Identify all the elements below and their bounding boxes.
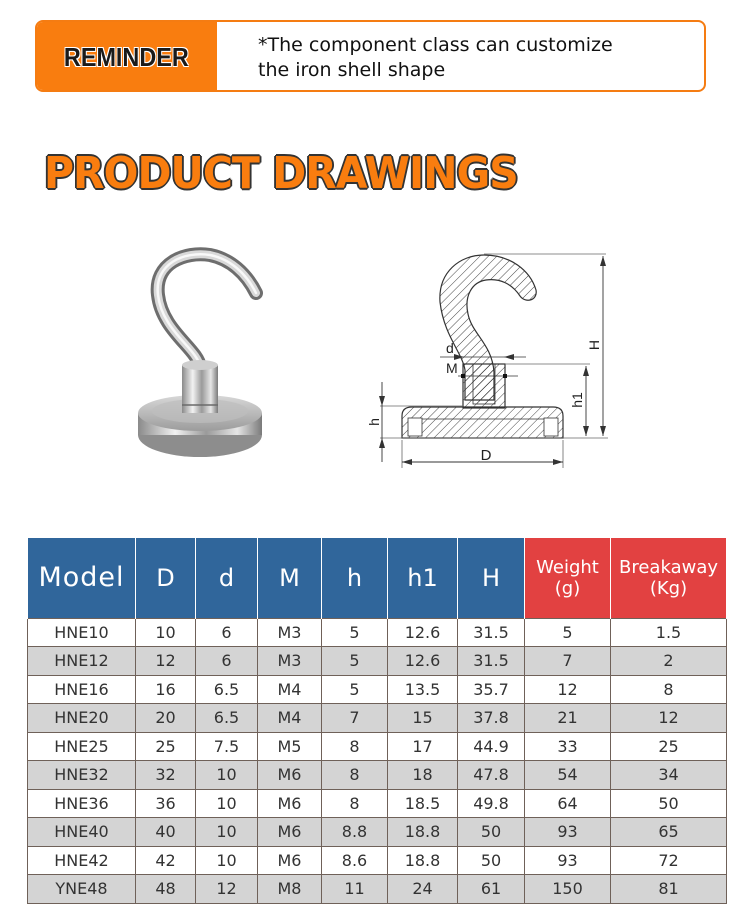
reminder-label-text: REMINDER	[63, 41, 189, 72]
spec-table	[27, 538, 727, 904]
reminder-text	[258, 33, 698, 83]
header-d: d	[196, 538, 258, 618]
cell-H: 49.8	[458, 789, 525, 818]
cell-D: 16	[136, 675, 196, 704]
cell-breakaway: 34	[611, 761, 727, 790]
cell-d: 7.5	[196, 732, 258, 761]
table-row	[28, 704, 727, 733]
dim-label-M: M	[446, 360, 458, 376]
cell-h1: 17	[388, 732, 458, 761]
cell-M: M6	[258, 846, 322, 875]
header-M: M	[258, 538, 322, 618]
cell-H: 50	[458, 846, 525, 875]
cell-weight: 33	[525, 732, 611, 761]
cell-d: 6.5	[196, 704, 258, 733]
dim-label-d: d	[446, 340, 454, 356]
cell-D: 42	[136, 846, 196, 875]
cell-model: HNE25	[28, 732, 136, 761]
cell-weight: 21	[525, 704, 611, 733]
header-breakaway-label: Breakaway	[619, 556, 718, 578]
cell-H: 37.8	[458, 704, 525, 733]
cell-M: M4	[258, 675, 322, 704]
cell-M: M6	[258, 818, 322, 847]
cell-weight: 54	[525, 761, 611, 790]
header-model: Model	[28, 538, 136, 618]
table-row	[28, 818, 727, 847]
cell-h: 8	[322, 761, 388, 790]
table-row	[28, 675, 727, 704]
cell-d: 6	[196, 618, 258, 647]
cell-M: M8	[258, 875, 322, 904]
cell-model: HNE20	[28, 704, 136, 733]
cell-model: HNE40	[28, 818, 136, 847]
dim-label-h: h	[366, 418, 382, 426]
table-row	[28, 846, 727, 875]
cell-model: HNE10	[28, 618, 136, 647]
table-row	[28, 761, 727, 790]
cell-breakaway: 81	[611, 875, 727, 904]
cell-h: 8	[322, 789, 388, 818]
section-title: PRODUCT DRAWINGS	[44, 148, 518, 199]
cell-d: 10	[196, 818, 258, 847]
dim-label-D: D	[480, 447, 492, 464]
cell-breakaway: 25	[611, 732, 727, 761]
reminder-text-line2: the iron shell shape	[258, 59, 446, 81]
cell-weight: 5	[525, 618, 611, 647]
cell-d: 6	[196, 647, 258, 676]
cell-D: 36	[136, 789, 196, 818]
header-D: D	[136, 538, 196, 618]
cell-h1: 12.6	[388, 647, 458, 676]
cell-M: M6	[258, 789, 322, 818]
cell-h1: 15	[388, 704, 458, 733]
table-row	[28, 732, 727, 761]
cell-h1: 24	[388, 875, 458, 904]
table-row	[28, 618, 727, 647]
cell-model: HNE16	[28, 675, 136, 704]
cell-model: HNE32	[28, 761, 136, 790]
product-photo	[130, 245, 270, 465]
cell-H: 61	[458, 875, 525, 904]
cell-breakaway: 12	[611, 704, 727, 733]
cell-h1: 18	[388, 761, 458, 790]
cell-M: M3	[258, 618, 322, 647]
cell-h: 5	[322, 675, 388, 704]
table-row	[28, 647, 727, 676]
header-H: H	[458, 538, 525, 618]
cell-d: 6.5	[196, 675, 258, 704]
header-breakaway-unit: (Kg)	[649, 577, 688, 599]
cell-D: 48	[136, 875, 196, 904]
cell-H: 31.5	[458, 647, 525, 676]
magnetic-hook-image	[130, 245, 270, 465]
cell-model: HNE36	[28, 789, 136, 818]
cell-M: M3	[258, 647, 322, 676]
cell-H: 35.7	[458, 675, 525, 704]
cell-D: 25	[136, 732, 196, 761]
header-h1: h1	[388, 538, 458, 618]
cell-M: M6	[258, 761, 322, 790]
cell-h: 8	[322, 732, 388, 761]
dim-label-H: H	[586, 339, 602, 351]
cell-weight: 93	[525, 846, 611, 875]
cell-h1: 18.5	[388, 789, 458, 818]
cell-h: 7	[322, 704, 388, 733]
cell-H: 47.8	[458, 761, 525, 790]
cell-h1: 12.6	[388, 618, 458, 647]
cell-H: 44.9	[458, 732, 525, 761]
cell-breakaway: 8	[611, 675, 727, 704]
cell-weight: 7	[525, 647, 611, 676]
cell-h1: 18.8	[388, 818, 458, 847]
table-row	[28, 789, 727, 818]
cell-d: 10	[196, 761, 258, 790]
cell-model: HNE42	[28, 846, 136, 875]
header-weight-label: Weight	[536, 556, 599, 578]
reminder-banner	[35, 20, 706, 92]
cell-D: 10	[136, 618, 196, 647]
header-weight-unit: (g)	[554, 577, 581, 599]
cell-weight: 12	[525, 675, 611, 704]
table-header-row	[28, 538, 727, 618]
cell-D: 12	[136, 647, 196, 676]
header-weight	[525, 538, 611, 618]
reminder-text-line1: *The component class can customize	[258, 34, 613, 56]
cell-D: 40	[136, 818, 196, 847]
cell-h: 5	[322, 618, 388, 647]
cell-h1: 13.5	[388, 675, 458, 704]
dim-label-h1: h1	[569, 392, 585, 408]
cell-d: 10	[196, 846, 258, 875]
cell-h1: 18.8	[388, 846, 458, 875]
reminder-label	[35, 20, 217, 92]
technical-drawing	[360, 240, 620, 470]
cell-model: YNE48	[28, 875, 136, 904]
cell-breakaway: 1.5	[611, 618, 727, 647]
cell-breakaway: 2	[611, 647, 727, 676]
table-row	[28, 875, 727, 904]
header-h: h	[322, 538, 388, 618]
cell-breakaway: 50	[611, 789, 727, 818]
header-breakaway	[611, 538, 727, 618]
cell-breakaway: 72	[611, 846, 727, 875]
cell-M: M4	[258, 704, 322, 733]
cell-M: M5	[258, 732, 322, 761]
cell-D: 20	[136, 704, 196, 733]
cell-weight: 93	[525, 818, 611, 847]
cell-d: 10	[196, 789, 258, 818]
cell-H: 31.5	[458, 618, 525, 647]
cell-model: HNE12	[28, 647, 136, 676]
cell-h: 11	[322, 875, 388, 904]
cell-breakaway: 65	[611, 818, 727, 847]
cell-h: 8.8	[322, 818, 388, 847]
cell-weight: 64	[525, 789, 611, 818]
cell-h: 8.6	[322, 846, 388, 875]
cell-h: 5	[322, 647, 388, 676]
cell-H: 50	[458, 818, 525, 847]
cell-D: 32	[136, 761, 196, 790]
cell-weight: 150	[525, 875, 611, 904]
cell-d: 12	[196, 875, 258, 904]
